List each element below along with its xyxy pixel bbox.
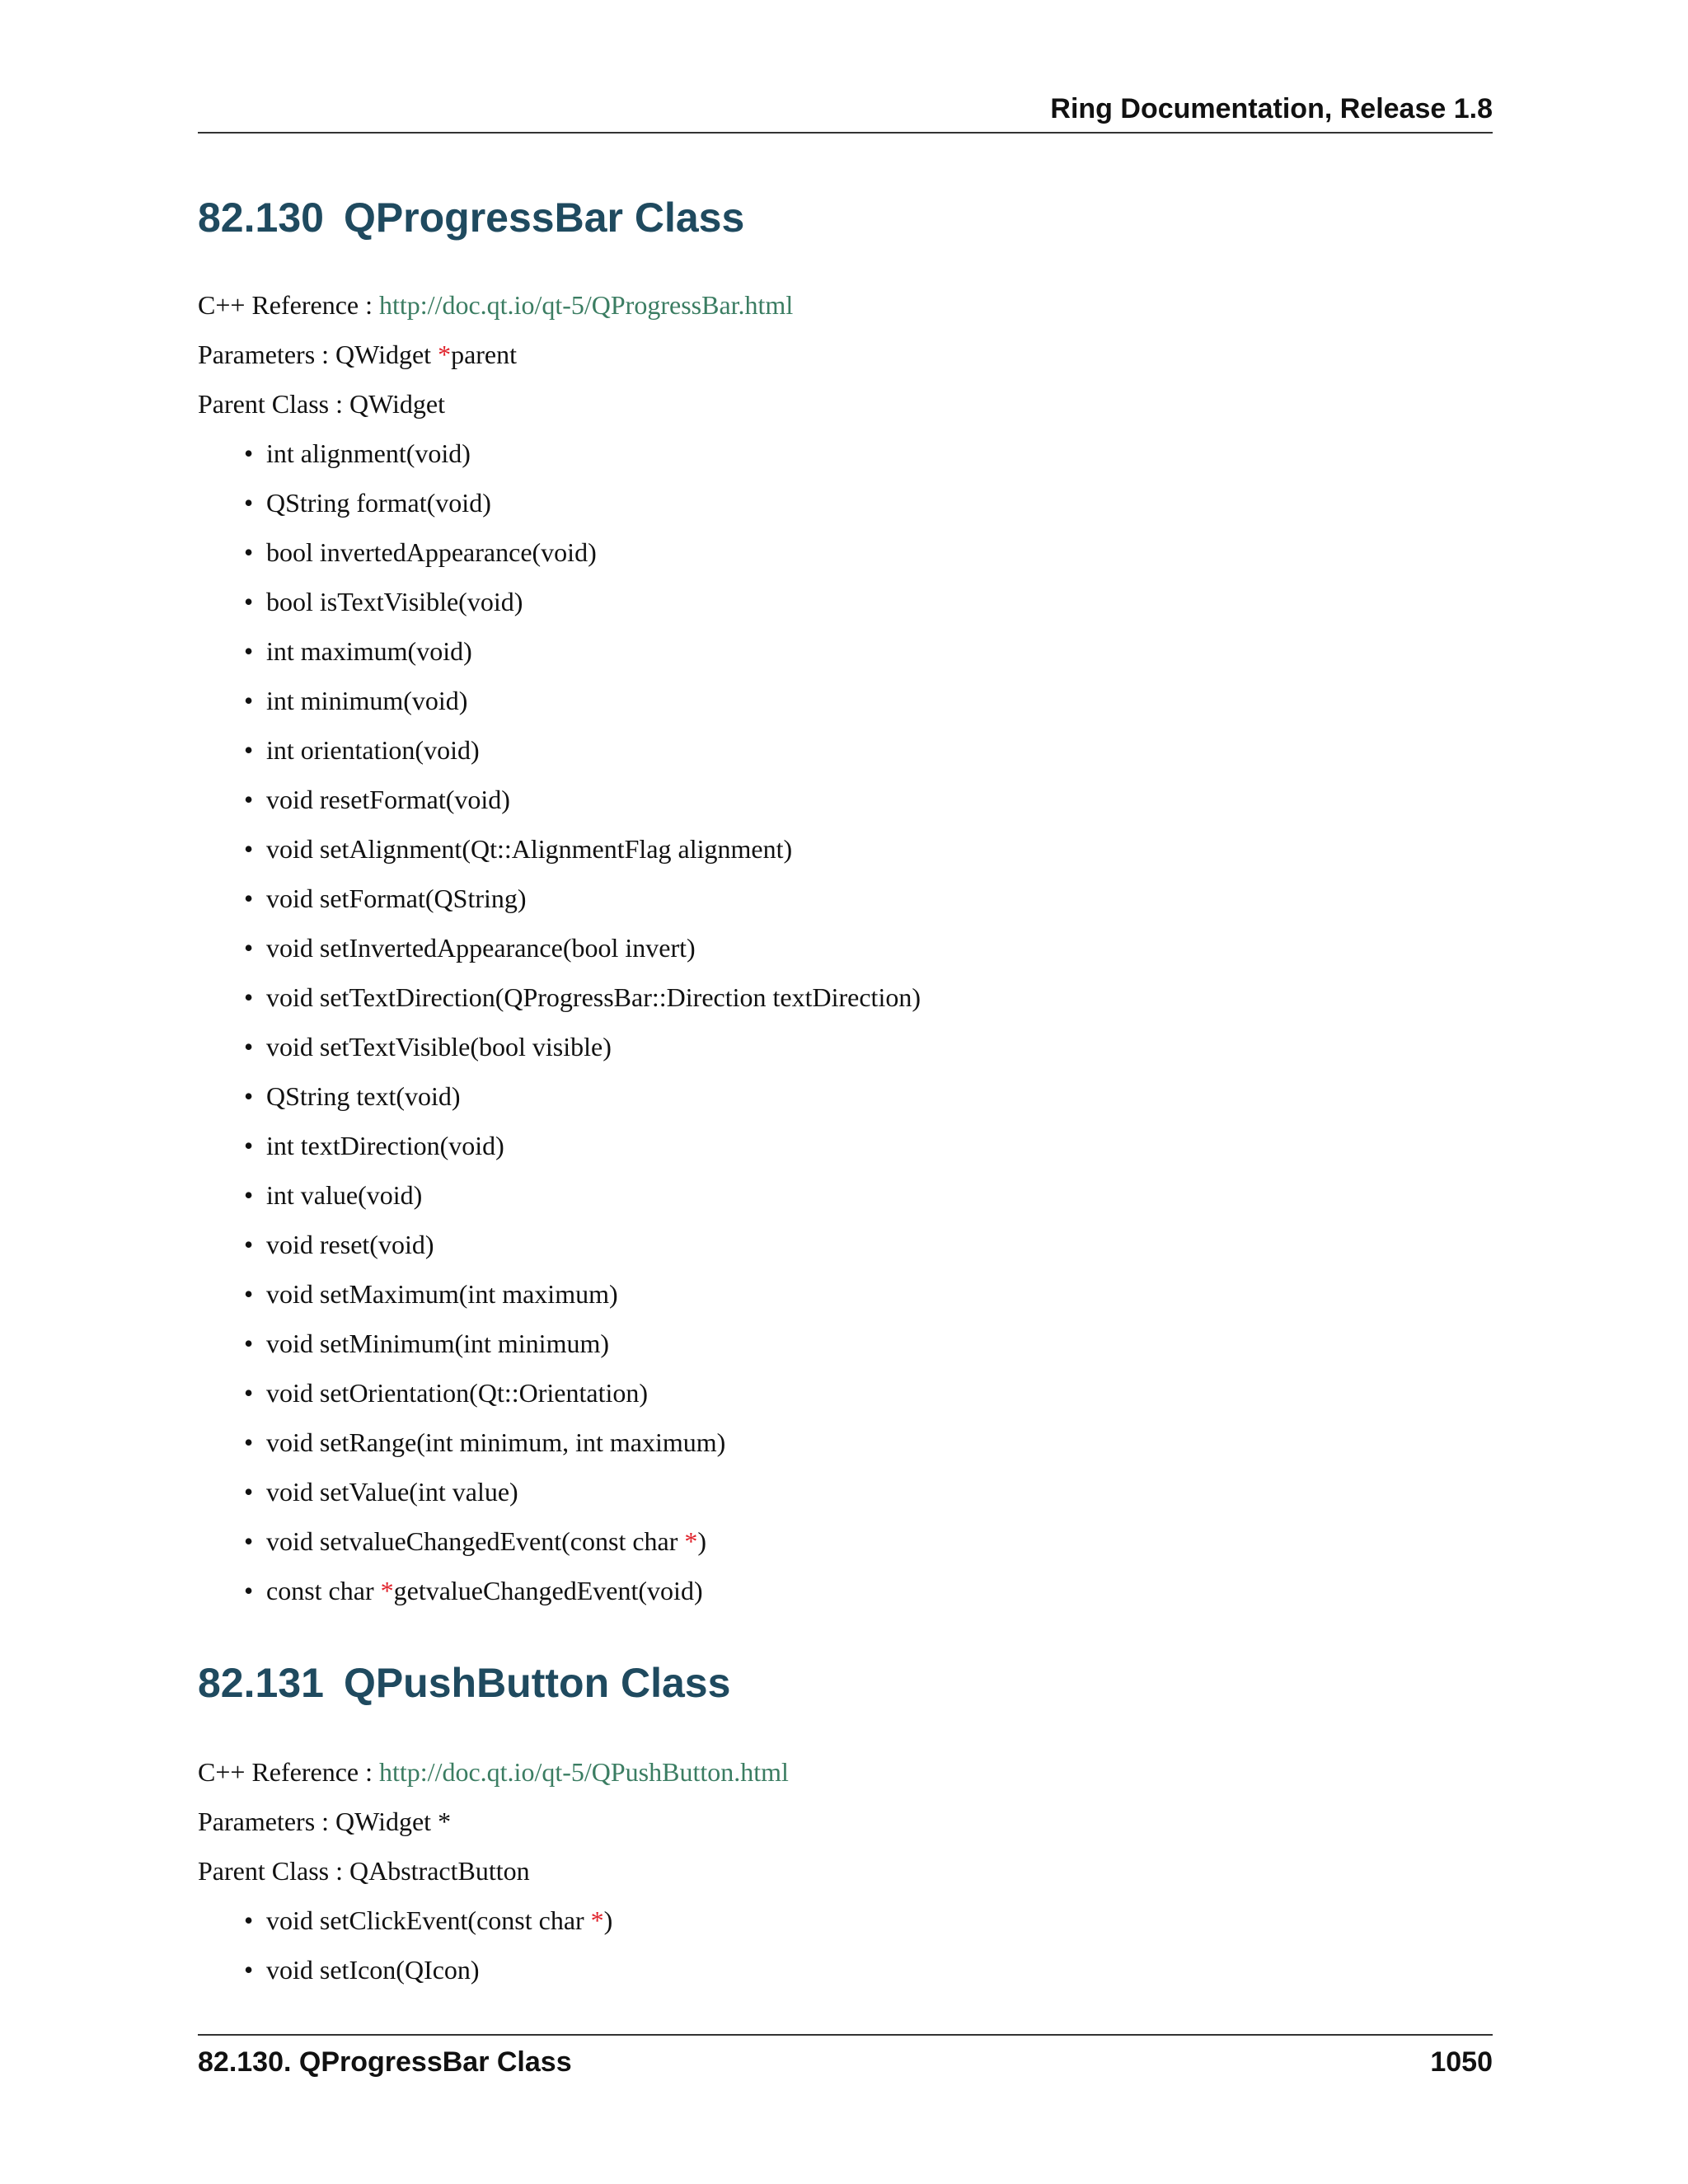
method-text: int minimum(void) (266, 686, 468, 715)
pointer-star: * (438, 340, 452, 369)
method-text: void setTextDirection(QProgressBar::Direction textDirection) (266, 982, 921, 1012)
document-title: Ring Documentation, Release 1.8 (1050, 93, 1493, 124)
method-item (198, 1071, 1493, 1121)
method-text-rest: ) (603, 1905, 613, 1935)
method-item (198, 1022, 1493, 1071)
method-text-rest: ) (697, 1526, 707, 1556)
bullet-icon: • (244, 1576, 254, 1605)
method-item (198, 1566, 1493, 1615)
bullet-icon: • (244, 1279, 254, 1309)
bullet-icon: • (244, 537, 254, 567)
section-number: 82.130 (198, 194, 324, 241)
method-text: int textDirection(void) (266, 1131, 504, 1160)
method-item (198, 527, 1493, 577)
bullet-icon: • (244, 1180, 254, 1210)
method-item (198, 725, 1493, 775)
parameters-label: Parameters : (198, 1807, 336, 1836)
section-qprogressbar (198, 191, 1493, 1615)
method-item (198, 1269, 1493, 1319)
method-item (198, 676, 1493, 725)
method-item (198, 1516, 1493, 1566)
section-heading (198, 191, 1493, 244)
method-item (198, 1896, 1493, 1945)
method-text: void setTextVisible(bool visible) (266, 1032, 612, 1062)
parameters-value: QWidget (335, 340, 438, 369)
method-text: bool isTextVisible(void) (266, 587, 523, 616)
method-item (198, 972, 1493, 1022)
parameters (198, 330, 1493, 379)
parent-class-label: Parent Class : (198, 1856, 349, 1886)
section-qpushbutton (198, 1657, 1493, 1994)
method-item (198, 1418, 1493, 1467)
bullet-icon: • (244, 1955, 254, 1985)
method-list (198, 429, 1493, 1615)
pointer-star: * (684, 1526, 698, 1556)
reference-link[interactable]: http://doc.qt.io/qt-5/QPushButton.html (379, 1757, 789, 1787)
bullet-icon: • (244, 1081, 254, 1111)
method-text: void reset(void) (266, 1230, 434, 1259)
page-footer (198, 2034, 1493, 2085)
method-item (198, 478, 1493, 527)
method-text-rest: getvalueChangedEvent(void) (393, 1576, 703, 1605)
pointer-star: * (590, 1905, 604, 1935)
bullet-icon: • (244, 1230, 254, 1259)
method-item (198, 775, 1493, 824)
bullet-icon: • (244, 785, 254, 814)
method-item (198, 824, 1493, 874)
method-text: void setAlignment(Qt::AlignmentFlag alignment) (266, 834, 793, 864)
bullet-icon: • (244, 735, 254, 765)
method-text: void setValue(int value) (266, 1477, 518, 1507)
method-item (198, 874, 1493, 923)
method-item (198, 1467, 1493, 1516)
method-text: void setRange(int minimum, int maximum) (266, 1427, 726, 1457)
method-text: void setIcon(QIcon) (266, 1955, 480, 1985)
method-text: void setvalueChangedEvent(const char (266, 1526, 685, 1556)
method-text: void setMaximum(int maximum) (266, 1279, 618, 1309)
bullet-icon: • (244, 933, 254, 963)
method-item (198, 626, 1493, 676)
method-text: void setMinimum(int minimum) (266, 1329, 609, 1358)
parameters (198, 1797, 1493, 1846)
parent-class-label: Parent Class : (198, 389, 349, 419)
method-item (198, 1220, 1493, 1269)
bullet-icon: • (244, 883, 254, 913)
method-text: int alignment(void) (266, 438, 471, 468)
bullet-icon: • (244, 1378, 254, 1408)
reference-link[interactable]: http://doc.qt.io/qt-5/QProgressBar.html (379, 290, 794, 320)
method-text: void setOrientation(Qt::Orientation) (266, 1378, 648, 1408)
method-text: void setInvertedAppearance(bool invert) (266, 933, 696, 963)
bullet-icon: • (244, 488, 254, 518)
parameters-name: parent (451, 340, 518, 369)
reference-label: C++ Reference : (198, 1757, 379, 1787)
method-text: QString text(void) (266, 1081, 461, 1111)
bullet-icon: • (244, 1905, 254, 1935)
method-item (198, 1170, 1493, 1220)
bullet-icon: • (244, 1526, 254, 1556)
method-text: void resetFormat(void) (266, 785, 510, 814)
method-text: void setClickEvent(const char (266, 1905, 591, 1935)
method-item (198, 923, 1493, 972)
bullet-icon: • (244, 1329, 254, 1358)
bullet-icon: • (244, 1477, 254, 1507)
method-text: int maximum(void) (266, 636, 472, 666)
method-list (198, 1896, 1493, 1994)
page-number: 1050 (1430, 2046, 1493, 2078)
reference-label: C++ Reference : (198, 290, 379, 320)
bullet-icon: • (244, 1131, 254, 1160)
method-text: void setFormat(QString) (266, 883, 527, 913)
method-text: int orientation(void) (266, 735, 480, 765)
method-item (198, 1945, 1493, 1994)
method-item (198, 1121, 1493, 1170)
parent-class-value: QAbstractButton (349, 1856, 530, 1886)
section-title: QPushButton Class (343, 1660, 731, 1706)
section-title: QProgressBar Class (343, 194, 745, 241)
parameters-value: QWidget * (335, 1807, 452, 1836)
bullet-icon: • (244, 1032, 254, 1062)
method-item (198, 577, 1493, 626)
cpp-reference (198, 1747, 1493, 1797)
bullet-icon: • (244, 1427, 254, 1457)
page-header (198, 92, 1493, 134)
bullet-icon: • (244, 686, 254, 715)
method-text: const char (266, 1576, 381, 1605)
method-text: QString format(void) (266, 488, 491, 518)
parameters-label: Parameters : (198, 340, 336, 369)
parent-class (198, 379, 1493, 429)
method-text: bool invertedAppearance(void) (266, 537, 597, 567)
parent-class-value: QWidget (349, 389, 445, 419)
bullet-icon: • (244, 834, 254, 864)
method-item (198, 429, 1493, 478)
bullet-icon: • (244, 587, 254, 616)
pointer-star: * (380, 1576, 394, 1605)
cpp-reference (198, 280, 1493, 330)
bullet-icon: • (244, 636, 254, 666)
method-text: int value(void) (266, 1180, 423, 1210)
method-item (198, 1319, 1493, 1368)
footer-section-title: 82.130. QProgressBar Class (198, 2046, 572, 2078)
section-heading (198, 1657, 1493, 1709)
section-number: 82.131 (198, 1660, 324, 1706)
method-item (198, 1368, 1493, 1418)
bullet-icon: • (244, 438, 254, 468)
bullet-icon: • (244, 982, 254, 1012)
parent-class (198, 1846, 1493, 1896)
